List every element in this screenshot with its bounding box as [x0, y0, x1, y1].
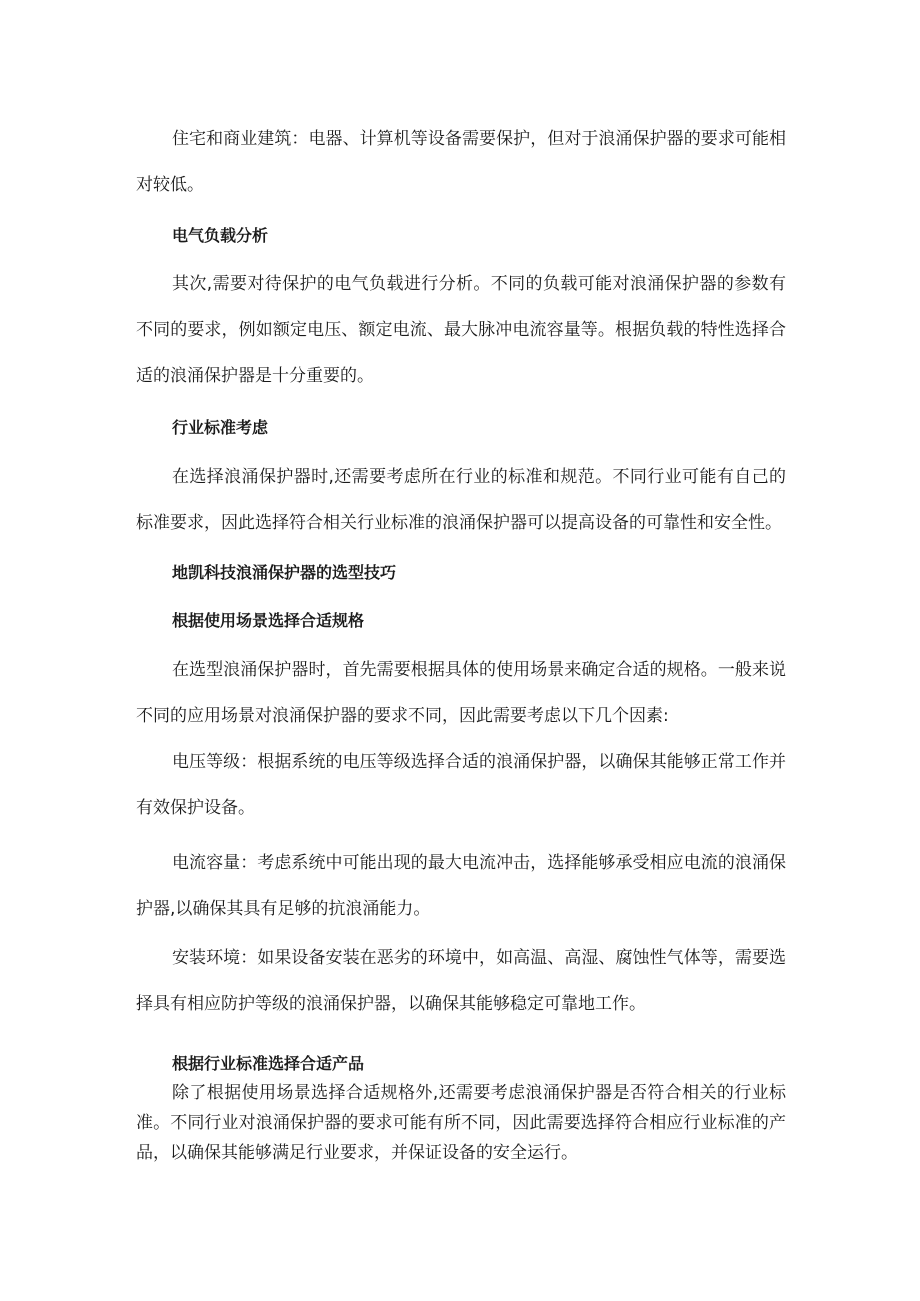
heading-load-analysis: 电气负载分析: [172, 226, 269, 245]
paragraph-industry-standard: 在选择浪涌保护器时,还需要考虑所在行业的标准和规范。不同行业可能有自己的标准要求，因此选择符合相关行业标准的浪涌保护器可以提高设备的可靠性和安全性。: [136, 467, 786, 533]
paragraph-scenario-spec: 在选型浪涌保护器时，首先需要根据具体的使用场景来确定合适的规格。一般来说不同的应用场景对浪涌保护器的要求不同，因此需要考虑以下几个因素:: [136, 660, 786, 726]
paragraph-residential-commercial: 住宅和商业建筑：电器、计算机等设备需要保护，但对于浪涌保护器的要求可能相对较低。: [136, 129, 786, 195]
paragraph-load-analysis: 其次,需要对待保护的电气负载进行分析。不同的负载可能对浪涌保护器的参数有不同的要求，例如额定电压、额定电流、最大脉冲电流容量等。根据负载的特性选择合适的浪涌保护器是十分重要的。: [136, 274, 786, 386]
heading-scenario-spec: 根据使用场景选择合适规格: [172, 611, 365, 630]
heading-industry-standard: 行业标准考虑: [172, 418, 269, 437]
paragraph-standard-product: 除了根据使用场景选择合适规格外,还需要考虑浪涌保护器是否符合相关的行业标准。不同行业对浪涌保护器的要求可能有所不同，因此需要选择符合相应行业标准的产品，以确保其能够满足行业要求，并保证设备的安全运行。: [136, 1083, 786, 1163]
paragraph-install-environment: 安装环境：如果设备安装在恶劣的环境中，如高温、高湿、腐蚀性气体等，需要选择具有相应防护等级的浪涌保护器，以确保其能够稳定可靠地工作。: [136, 948, 786, 1014]
heading-selection-tips: 地凯科技浪涌保护器的选型技巧: [172, 563, 397, 582]
heading-standard-product: 根据行业标准选择合适产品: [172, 1054, 365, 1073]
paragraph-current-capacity: 电流容量：考虑系统中可能出现的最大电流冲击，选择能够承受相应电流的浪涌保护器,以确保其具有足够的抗浪涌能力。: [136, 853, 786, 919]
paragraph-voltage-level: 电压等级：根据系统的电压等级选择合适的浪涌保护器，以确保其能够正常工作并有效保护设备。: [136, 752, 786, 818]
